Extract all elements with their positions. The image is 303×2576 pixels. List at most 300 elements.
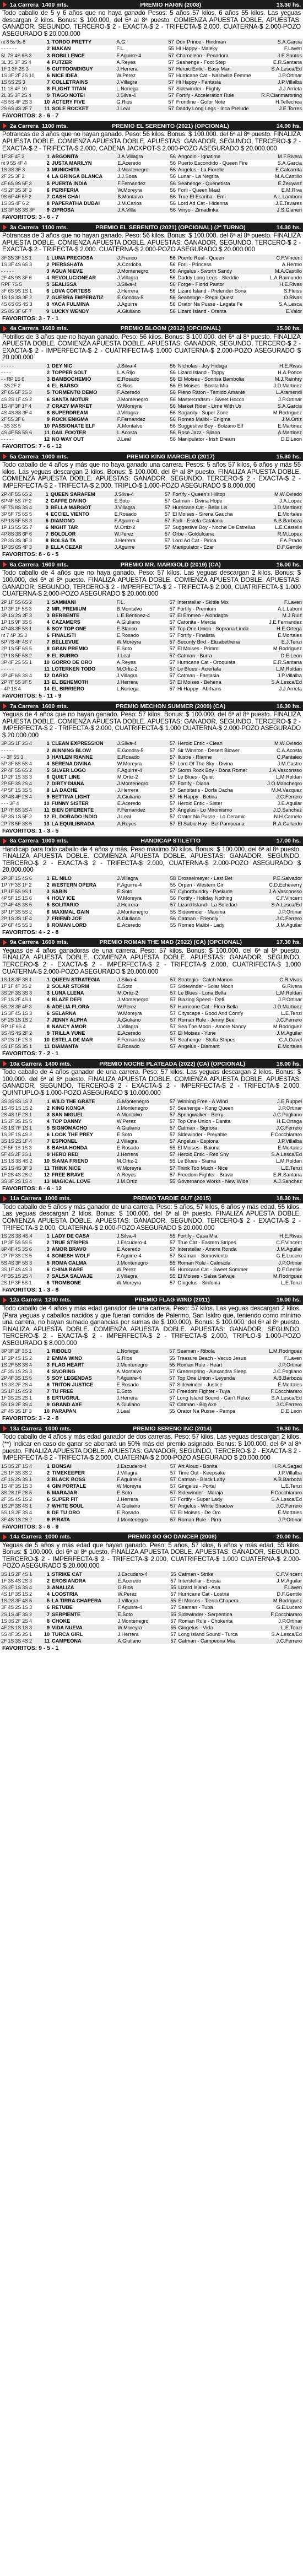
horse-name: LA EQUILIBRADA [51, 820, 95, 827]
entry-row [0, 369, 303, 376]
entry-row [0, 1516, 303, 1523]
trainer-name: M.M.Vazquez [271, 787, 302, 793]
entries-table [0, 1348, 303, 1414]
post-number: 9 [46, 652, 50, 658]
entry-row [0, 1631, 303, 1638]
horse-name: TROMBONE [51, 1279, 82, 1286]
trainer-name: H.E.Rivas [279, 1233, 302, 1239]
past-performance: 2P 1S 5F 6S 5 [1, 646, 32, 652]
post-number: 5 [46, 1260, 50, 1266]
entry-row [0, 652, 303, 659]
entry-row [0, 1375, 303, 1381]
weight: 55 [170, 909, 176, 915]
weight: 57 [170, 1631, 176, 1637]
past-performance: - - - - - [1, 268, 14, 274]
weight: 57 [169, 1240, 176, 1246]
entry-row [0, 200, 303, 207]
pedigree: Catonita - Mercia [177, 619, 216, 625]
trainer-name: J.C.Ferrero [276, 1017, 302, 1023]
horse-name: TRITON JUSTICE [51, 1381, 94, 1387]
weight: 58 [170, 876, 176, 882]
jockey-name: F.L. [116, 599, 125, 605]
entry-row [0, 915, 303, 922]
post-number: 6 [46, 1381, 50, 1387]
post-number: 3 [46, 612, 50, 618]
jockey-name: J.Villagra [116, 1273, 138, 1279]
weight: 57 [168, 86, 174, 92]
horse-name: QUEEN STRATEGIA [51, 977, 100, 983]
pedigree: Romeo Malibi - Lady [178, 922, 225, 928]
weight: 57 [170, 1030, 176, 1036]
trainer-name: M.F.Rivera [278, 154, 302, 160]
jockey-name: W.Perez [116, 1266, 136, 1272]
pedigree: Nicholas - Joy Hidaga [177, 363, 228, 369]
post-number: 3 [45, 504, 48, 510]
jockey-name: E.Rosado [116, 1381, 139, 1387]
horse-name: FRIEND JOE [51, 915, 82, 921]
post-number: 6 [46, 187, 50, 193]
entry-row [0, 1131, 303, 1138]
jockey-name: E.Aceredo [117, 1578, 142, 1584]
race-section [0, 701, 303, 835]
entry-row [0, 429, 303, 436]
jockey-name: W.Moreyra [117, 895, 142, 901]
weight: 57 [170, 1591, 176, 1597]
trainer-name: L.E.Castells [274, 525, 302, 530]
post-number: 6 [45, 525, 48, 530]
horse-name: SOY TOP ONE [51, 626, 86, 632]
trainer-name: G.E.Lucero [276, 1605, 302, 1611]
pedigree: Sidewinder - Maxima [178, 909, 225, 915]
entry-row [0, 1023, 303, 1030]
past-performance: RPF 7S 5 [1, 282, 22, 288]
past-performance: 1S 5S 2S 3 [1, 79, 25, 85]
weight: 55 [169, 1362, 175, 1368]
trainer-name: J.C.Ferrero [276, 1503, 302, 1509]
post-number: 12 [44, 672, 50, 678]
post-number: 5 [47, 1490, 50, 1496]
post-number: 3 [46, 990, 50, 996]
weight: 57 [164, 531, 171, 537]
trainer-name: M.A.Castillo [274, 268, 302, 274]
past-performance: 2P 5F 3S 2S 4 [1, 781, 32, 786]
post-number: 5 [45, 517, 48, 523]
pedigree: Catman - Campeona Mia [178, 1638, 235, 1644]
pedigree: Catman - Black Lady [178, 1476, 225, 1482]
entry-row [0, 193, 303, 200]
pedigree: Lizard Island - Toppy [177, 370, 225, 376]
jockey-name: J.Montenegro [117, 909, 148, 915]
weight: 57 [169, 767, 176, 773]
past-performance: 4P 8S 3S 6F 6 [1, 531, 32, 537]
pedigree: Hurricane Cat - Oroquieta [177, 659, 236, 665]
post-number: 10 [44, 1408, 50, 1414]
pedigree: El Moises - De Oro [178, 1510, 221, 1516]
jockey-name: W.Moreyra [117, 403, 142, 409]
pedigree: Hurricane Cat - Flora Bella [177, 1003, 238, 1009]
race-distance: 1600 mts. [41, 939, 68, 946]
post-number: 3 [46, 1362, 50, 1368]
pedigree: Forli - Queen Maat [178, 187, 220, 193]
horse-name: LA TIRRA CHAPERA [52, 1598, 102, 1604]
pedigree: Orpen - Western Gir [178, 882, 224, 888]
trainer-name: H.E.Ortega [277, 1118, 302, 1124]
jockey-name: J.Herrera [117, 288, 139, 294]
past-performance: 4F 3S 1S 2S 4 [1, 1273, 32, 1279]
entry-row [0, 1098, 303, 1105]
trainer-name: M.Rodriguez [273, 1273, 302, 1279]
post-number: 10 [44, 1631, 50, 1637]
race-header [0, 1194, 303, 1203]
pedigree: Lizard Island - Oranta [177, 308, 226, 314]
entry-row [0, 99, 303, 105]
race-header [0, 560, 303, 569]
weight: 56 [170, 160, 176, 166]
race-number: 11a Carrera [10, 1195, 42, 1202]
jockey-name: E.Rosado [116, 633, 139, 639]
entry-row [0, 1105, 303, 1111]
jockey-name: A.Giuliano [117, 794, 141, 800]
past-performance: 5S 4F 3S 2S 1 [1, 1631, 32, 1637]
weight: 56 [170, 187, 176, 193]
race-time: 19.00 hs. [276, 1297, 301, 1304]
weight: 57 [169, 672, 175, 678]
weight: 57 [169, 801, 176, 807]
post-number: 7 [46, 193, 50, 199]
weight: 56 [170, 268, 176, 274]
trainer-name: L.E.Tenzi [281, 1624, 302, 1630]
race-name: PREMIO NOCHE PLATEADA (2022) (CA) (OPCIONAL) [99, 1060, 246, 1067]
race-distance: 1400 mts. [45, 1060, 72, 1067]
entries-table [0, 740, 303, 827]
past-performance: 1S 4F 3F 1F 4 [1, 403, 31, 409]
horse-name: EL BURRO [51, 652, 78, 658]
weight: 56 [170, 436, 176, 442]
weight: 57 [169, 599, 175, 605]
weight: 56 [170, 261, 176, 267]
jockey-name: E.Gondra-5 [117, 295, 144, 301]
past-performance: 1S 2F 5S 3S 4 [1, 1362, 32, 1368]
jockey-name: J.A.Villagra [117, 154, 143, 160]
jockey-name: F.L. [116, 46, 125, 52]
horse-name: CUTTOONDIGUY [52, 66, 93, 72]
pedigree: True Cat - Eastern Stripes [177, 1240, 236, 1246]
jockey-name: W.Moreyra [116, 639, 142, 645]
entry-row [0, 1368, 303, 1375]
weight: 57 [169, 1246, 176, 1252]
jockey-name: E.Soto [116, 1490, 132, 1496]
entry-row [0, 1578, 303, 1584]
horse-name: FUNNY SISTER [51, 801, 89, 807]
jockey-name: E.Rosado [114, 511, 137, 517]
past-performance: 5S 4S 3F 5S 3 [1, 1260, 32, 1266]
post-number: 1 [46, 363, 50, 369]
past-performance: 4F 6S 9S 6F 3 [1, 180, 32, 186]
horse-name: GRAND AXE [51, 1402, 82, 1408]
jockey-name: J.Silva-4 [117, 363, 137, 369]
pedigree: Fortify - Diana [177, 781, 209, 786]
weight: 56 [170, 295, 176, 301]
jockey-name: J.Villagra [116, 1138, 138, 1144]
trainer-name: L.A.Raimundo [269, 275, 302, 281]
entry-row [0, 645, 303, 652]
entry-row [0, 187, 303, 193]
entry-row [0, 1584, 303, 1591]
weight: 57 [169, 1389, 175, 1395]
past-performance: 3P 1F 3S 5S 2 [1, 909, 32, 915]
past-performance: 5F 2S 1S 1S 2 [1, 1017, 32, 1023]
trainer-name: F.Laven [284, 46, 302, 52]
triangle-marker-icon [3, 454, 7, 460]
entry-row [0, 740, 303, 747]
jockey-name: A.Giuliano [117, 1638, 141, 1644]
jockey-name: L.Noriega [116, 685, 139, 692]
weight: 57 [169, 1105, 176, 1111]
pedigree: Suggestive Boy - Noche De Estrellas [172, 525, 256, 530]
horse-name: LOTERKEN TODO [51, 666, 96, 672]
weight: 56 [170, 403, 176, 409]
horse-name: CAMPEONA [52, 1638, 82, 1644]
horse-name: SEALISSA [51, 282, 77, 288]
pedigree: El Moises - Sirena Gaucha [172, 511, 233, 517]
weight: 57 [169, 626, 175, 632]
pedigree: Roman Rule - Calmada [177, 1260, 231, 1266]
horse-name: DARIO [51, 672, 68, 678]
entry-row [0, 39, 303, 45]
past-performance: - - - - - [1, 666, 14, 672]
post-number: 10 [44, 659, 50, 665]
trainer-name: R.P.Cianmaroning [261, 93, 302, 99]
horse-name: HERO RED [52, 1152, 79, 1158]
weight: 57 [170, 984, 176, 990]
trainer-name: J.P.Villalba [277, 1470, 302, 1476]
pedigree: Sagacity - Super Zone [177, 409, 229, 415]
race-section [0, 452, 303, 559]
weight: 57 [169, 1118, 176, 1124]
pedigree: Catman - Fantasia [177, 672, 219, 678]
weight: 56 [170, 282, 176, 288]
weight: 56 [170, 363, 176, 369]
jockey-name: F.Aguirre-4 [116, 1375, 142, 1381]
horse-name: BELLA MARGOT [50, 504, 91, 510]
pedigree: Puerto Escondido - Queen Fire [178, 160, 248, 166]
pedigree: Hi Happy - Betina [177, 794, 218, 800]
race-header [0, 1424, 303, 1433]
entry-row [0, 1476, 303, 1483]
post-number: 7 [46, 1389, 50, 1395]
entry-row [0, 1239, 303, 1246]
jockey-name: F.Aguirre-4 [116, 1253, 142, 1259]
entry-row [0, 1279, 303, 1286]
past-performance: 2F 4S 3S 1F 3 [1, 1408, 32, 1414]
post-number: 10 [44, 801, 50, 807]
past-performance: 3F 4S 1S 2S 2 [1, 1516, 32, 1522]
entry-row [0, 747, 303, 754]
entry-row [0, 895, 303, 901]
post-number: 14 [44, 685, 50, 692]
trainer-name: J.A.Lopez [279, 498, 302, 504]
horse-name: SOLITARIO [51, 902, 79, 908]
pedigree: Top One Union - Leyenda [177, 1375, 235, 1381]
pedigree: Lizard Island - La Soledad [178, 902, 237, 908]
post-number: 8 [46, 1145, 50, 1151]
trainer-name: J.P.Villalba [277, 672, 302, 678]
race-conditions: Potrancas de 3 años que no hayan ganado. Peso: 56 kilos. Bonus: $ 100.000. del 6ª al 8ª puesto. FINALIZA APUESTA DOBLE. COMIENZA APUESTA DOBLE. APUESTAS: GANADOR, SEGUNDO, TERCERO-$ 2 - EXACTA-$ 2 - TRIFECTA-$ 2.000. CUATERNA-$ 2.000-POZO ASEGURADO $ 20.000.000 [2, 232, 301, 253]
post-number: 2 [46, 1105, 50, 1111]
triangle-marker-icon [3, 123, 7, 129]
past-performance: - 3S 2F 2 [1, 383, 21, 389]
trainer-name: G.Rivera [282, 984, 302, 990]
past-performance: 1S 4F 3S 1S 3 [1, 1483, 32, 1489]
post-number: 6 [46, 1132, 50, 1138]
past-performance: 3P 4F 6S 3S 4 [1, 672, 32, 678]
trainer-name: F.Cocchiararo [270, 1132, 302, 1138]
triangle-marker-icon [3, 939, 7, 945]
pedigree: Sidewinder - Justice [177, 1381, 223, 1387]
entry-row [0, 1408, 303, 1414]
race-header [0, 1059, 303, 1068]
jockey-name: J.Leal [116, 106, 130, 112]
trainer-name: M.W.Oviedo [274, 741, 302, 747]
jockey-name: J.Leal [117, 436, 131, 442]
horse-name: COLLETRAINS [52, 79, 88, 85]
weight: 55 [169, 1145, 176, 1151]
pedigree: Security Bird - Elizabethena [177, 639, 240, 645]
post-number: 9 [46, 1030, 50, 1036]
horse-name: ACTERY FIVE [52, 99, 85, 105]
weight: 55 [170, 922, 176, 928]
pedigree: Fortify - Holiday Nothing [178, 895, 232, 901]
past-performance: 3P 4F 2S 5S 1 [1, 659, 32, 665]
trainer-name: A.B.Barboza [273, 1375, 302, 1381]
entry-row [0, 59, 303, 66]
entry-row [0, 1273, 303, 1279]
pedigree: Cityscape - Good And Comfy [177, 1010, 244, 1016]
race-time: 17.00 hs. [276, 838, 301, 845]
entry-row [0, 1233, 303, 1239]
weight: 55 [169, 1355, 175, 1361]
jockey-name: E.Soto [116, 1132, 132, 1138]
pedigree: Seahenge - Regal Quest [177, 295, 234, 301]
weight: 57 [168, 106, 174, 112]
post-number: 1 [46, 876, 50, 882]
post-number: 9 [46, 308, 50, 314]
past-performance: 4S 1F 3S 1S 2 [1, 1591, 32, 1597]
trainer-name: S.A.Garcia [277, 403, 302, 409]
post-number: 3 [47, 52, 50, 58]
jockey-name: J.Herrera [117, 902, 138, 908]
jockey-name: J.Herrera [116, 1152, 138, 1158]
weight: 57 [170, 1516, 176, 1522]
pedigree: Hi Happy - Fantasia [176, 79, 221, 85]
jockey-name: J.Montenegro [117, 1618, 149, 1624]
past-performance: 1S 2S 3F 4S 5 [1, 1598, 32, 1604]
past-performance: 5P 3S 1S 5F 2 [1, 814, 32, 820]
jockey-name: W.Moreyra [117, 187, 142, 193]
pedigree: Fortify - Casa Mia [177, 1233, 218, 1239]
pedigree: Fortify - Acceleration Rule [176, 93, 234, 99]
pedigree: Seahenge - Quenetista [178, 180, 230, 186]
pedigree: Market Rider - Lime With Us [177, 403, 242, 409]
past-performance: 2S 1F 3S 3S 2 [1, 1470, 32, 1476]
weight: 57 [170, 997, 176, 1003]
past-performance: 1S 2F 3S 4S 1 [1, 1503, 32, 1509]
trainer-name: E.R.Santana [273, 659, 302, 665]
jockey-name: E.Aceredo [117, 160, 142, 166]
weight: 57 [164, 538, 171, 544]
jockey-name: A.Montalvo [117, 423, 143, 429]
horse-name: EROSIANDRA [52, 1578, 86, 1584]
entry-row [0, 207, 303, 213]
horse-name: SOMESH WOLF [51, 1253, 90, 1259]
jockey-name: A.Reyes [117, 820, 137, 827]
past-performance: 4S 1F 5S 3S 1 [1, 1044, 32, 1050]
weight: 56 [170, 200, 176, 206]
post-number: 6 [46, 633, 50, 639]
horse-name: PIRATA [52, 1516, 70, 1522]
horse-name: PARAPAN [51, 1408, 77, 1414]
past-performance: 2S 8S 3F 6F 7 [1, 308, 32, 314]
past-performance: 4S 4S 8S 3F 4 [1, 409, 32, 415]
weight: 57 [169, 1138, 176, 1144]
pedigree: El Moises - Yune [177, 1030, 216, 1036]
horse-name: PIERSSHATA [51, 261, 84, 267]
jockey-name: E.Blanco [116, 626, 137, 632]
post-number: 7 [46, 295, 50, 301]
jockey-name: J.Villagra [117, 1598, 139, 1604]
past-performance: 2P 3F 1S 4S 6 [1, 876, 32, 882]
entry-row [0, 800, 303, 807]
weight: 57 [170, 1605, 176, 1611]
race-conditions: Todo caballo de 4 años que no haya ganado. Peso: 57 kilos. Las yeguas descargan 2 kilos. Bonus: $ 100.000, del 6ª al 8ª puesto. FINALIZA APUESTA DOBLE. COMIENZA APUESTA DOBLE. APUESTAS: GANADOR, SEGUNDO, TERCERO-$ 2 - IMPERFECTA-$ 2 - TRIFECTA-$ 2.000, CUATRIFECTA-$ 1.000 CUATERNA-$ 2.000-POZO ASEGURADO $ 20.000.000 [2, 569, 301, 598]
past-performance: 2P 4F 5S 6S 2 [1, 491, 32, 497]
trainer-name: S.A.Lesca/Ed [271, 1631, 302, 1637]
trainer-name: S.A.Garcia [277, 39, 302, 45]
weight: 57 [169, 774, 176, 780]
trainer-name: E.M.Riva [281, 187, 302, 193]
trainer-name: A.B.Barboza [273, 1476, 302, 1482]
horse-name: MAXIMAL GAIN [51, 909, 90, 915]
post-number: 7 [47, 1503, 50, 1509]
past-performance: 2S 6S 4S 2F 7 [1, 106, 32, 112]
entry-row [0, 85, 303, 92]
pedigree: Heroic Entic - Easy Man [176, 66, 231, 72]
horse-name: TORDO PRETTY [52, 39, 92, 45]
trainer-name: G.E.Lucero [276, 1253, 302, 1259]
past-performance: 4P 5F 1S 3S 5 [1, 787, 32, 793]
post-number: 3 [46, 1111, 50, 1117]
jockey-name: G.Rios [117, 1585, 133, 1591]
jockey-name: E.Soto [117, 984, 133, 990]
entry-row [0, 1591, 303, 1597]
horse-name: BLAZE DEFI [51, 997, 82, 1003]
weight: 57 [169, 1375, 175, 1381]
trainer-name: J.C.Pogliano [273, 1111, 302, 1117]
trainer-name: H.E.Rivas [279, 282, 302, 288]
past-performance: 3P 1S 2S 2F 3 [1, 612, 32, 618]
horse-name: LOOSTRIA [52, 1591, 78, 1597]
pedigree: Heroic Entic - Red Shy [177, 1152, 229, 1158]
weight: 57 [169, 794, 176, 800]
entry-row [0, 1381, 303, 1388]
race-conditions: Todo caballo de 4 años y más edad ganador de dos carreras. Peso: 57 kilos. Las yeguas descargan 2 kilos. (**) Indicar en caso de ganar se abonará un 50% más del premio asignado. Bonus: $ 100.000. del 6ª al 8ª puesto. FINALIZA APUESTA DOBLE. APUESTAS: GANADOR, SEGUNDO, TERCERO-$ 2 - EXACTA-$ 2 - IMPERFECTA-$ 2 - TRIFECTA-$ 2.000, CUATERNA-$ 2.000-POZO ASEGURADO $ 20.000.000 [2, 1433, 301, 1462]
post-number: 8 [46, 1023, 50, 1029]
pedigree: Long Island Sound - Can't Relax [177, 1395, 250, 1401]
pedigree: Gingelus - Portal [178, 1483, 216, 1489]
horse-name: ROBILLENCE [52, 52, 85, 58]
race-distance: 1000 mts. [41, 453, 68, 460]
pedigree: El Moises - Primmi [177, 646, 220, 652]
